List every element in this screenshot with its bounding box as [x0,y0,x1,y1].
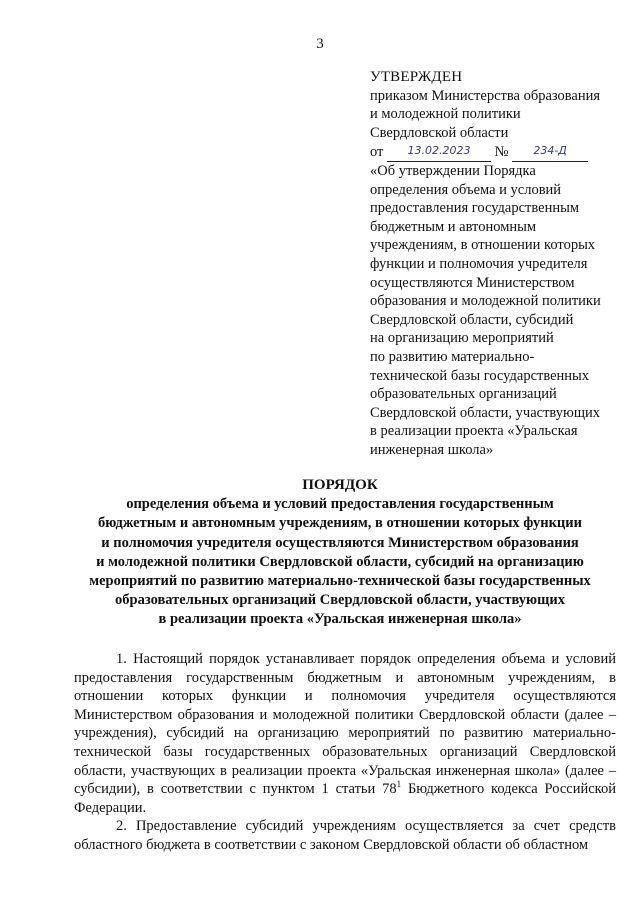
approval-quote-line: определения объема и условий [370,181,562,198]
superscript-footnote: 1 [396,779,402,790]
approval-quote-line: технической базы государственных [370,367,590,384]
approval-quote-line: учреждениям, в отношении которых [370,237,596,254]
approval-quote-line: в реализации проекта «Уральская [370,423,578,440]
approval-quote-line: образовательных организаций [370,386,557,403]
document-subtitle-line: образовательных организаций Свердловской области, участвующих [115,592,565,609]
document-subtitle-line: в реализации проекта «Уральская инженерная школа» [158,611,522,628]
document-subtitle-line: определения объема и условий предоставления государственным [126,496,554,513]
approval-quote-line: Свердловской области, субсидий [370,311,574,328]
approval-quote-line: «Об утверждении Порядка [370,162,536,179]
page-number: 3 [316,36,324,52]
approval-quote-line: на организацию мероприятий [370,330,554,347]
approval-quote-line: осуществляются Министерством [370,274,575,291]
approval-quote-line: по развитию материально- [370,348,535,365]
approval-quote-line: Свердловской области, участвующих [370,404,601,421]
approval-quote-line: предоставления государственным [370,200,580,217]
document-title: ПОРЯДОК [302,477,378,493]
document-title-block [60,476,620,630]
paragraph-1 [74,650,616,817]
approval-quote-line: инженерная школа» [370,441,494,458]
document-subtitle-line: и молодежной политики Свердловской области, субсидий на организацию [96,553,584,570]
handwritten-date: 13.02.2023 [387,142,491,162]
paragraph-2: 2. Предоставление субсидий учреждениям осуществляется за счет средств областного бюджета в соответствии с законом Свердловской области об областном [74,818,616,853]
approval-line: Свердловской области [370,124,509,141]
document-body [74,650,616,855]
document-subtitle-line: мероприятий по развитию материально-технической базы государственных [89,573,591,590]
approval-quote-line: бюджетным и автономным [370,218,537,235]
date-prefix: от [370,144,384,161]
handwritten-number: 234-Д [512,142,588,162]
approval-line: приказом Министерства образования [370,87,601,104]
approval-stamp-block [370,68,620,459]
document-subtitle-line: и полномочия учредителя осуществляются Министерством образования [101,534,579,551]
approval-line: и молодежной политики [370,106,521,123]
approval-quote-line: образования и молодежной политики [370,293,601,310]
paragraph-1-tail: Бюджетного кодекса Российской Федерации. [74,781,616,816]
number-prefix: № [494,144,509,161]
paragraph-1-text: 1. Настоящий порядок устанавливает порядок определения объема и условий предоставления государственным бюджетным и автономным учреждениям, в отношении которых функции и полномочия учредителя осуществляются Министерством образования и молодежной политики Свердловской области (далее – учреждения), субсидий на организацию мероприятий по развитию материально-технической базы государственных образовательных организаций Свердловской области, участвующих в реализации проекта «Уральская инженерная школа» (далее – субсидии), в соответствии с пунктом 1 статьи 78 [74,651,616,798]
approval-heading: УТВЕРЖДЕН [370,69,463,85]
document-subtitle-line: бюджетным и автономным учреждениям, в отношении которых функции [97,515,582,532]
approval-date-number-line [370,142,620,162]
approval-quote-line: функции и полномочия учредителя [370,255,588,272]
